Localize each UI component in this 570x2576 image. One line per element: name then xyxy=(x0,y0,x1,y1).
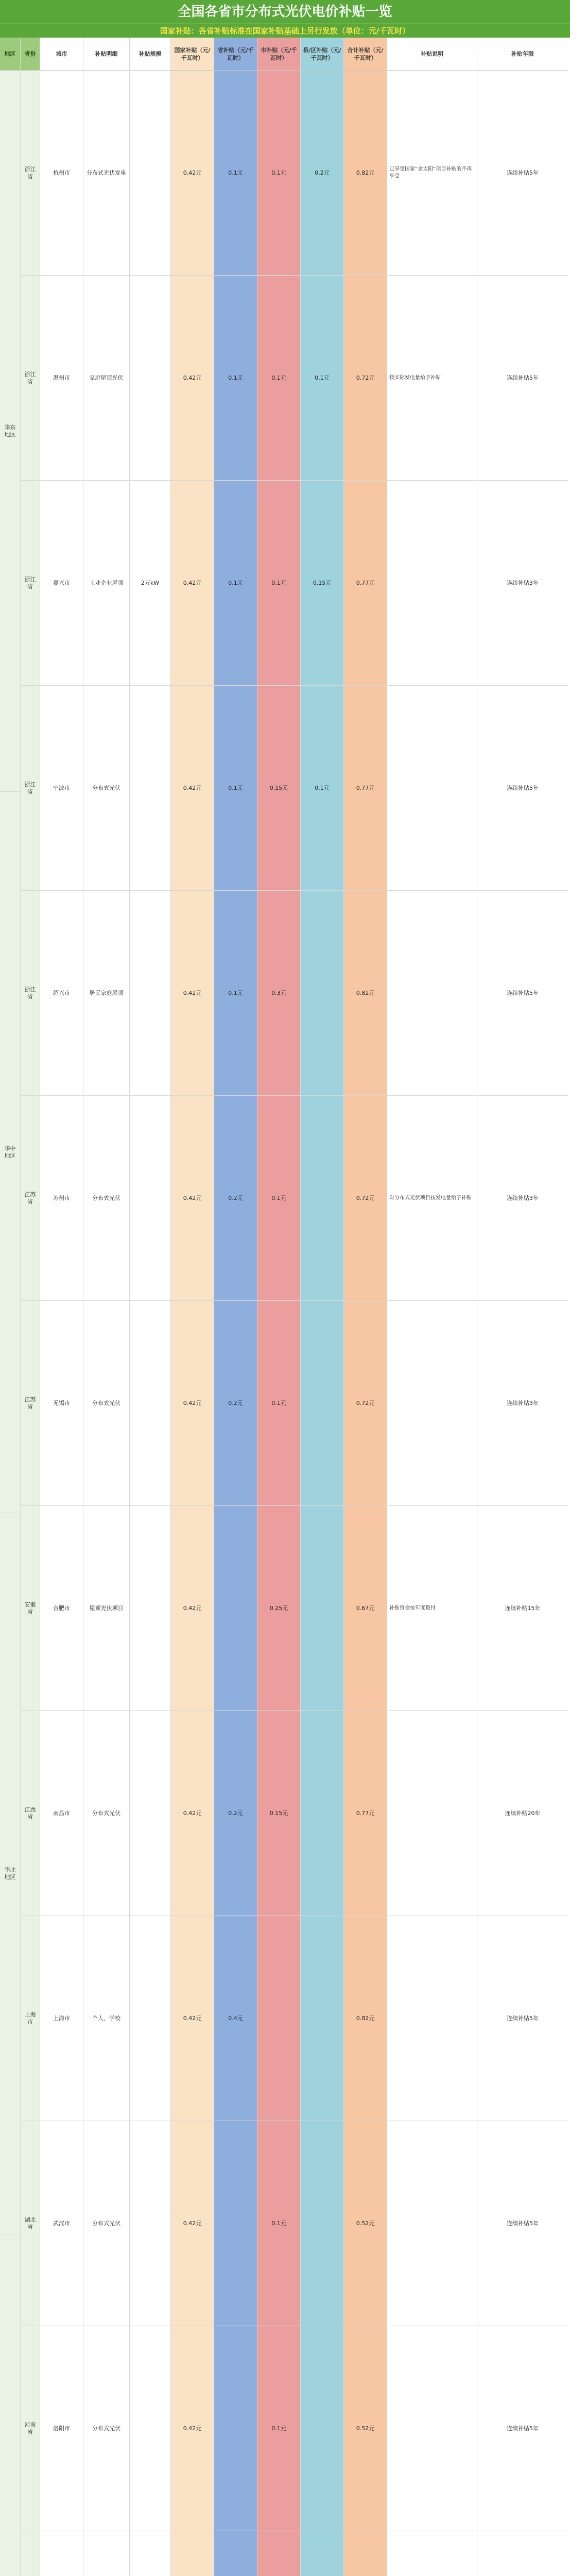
region-label: 华北地区 xyxy=(0,1513,20,2234)
table-cell-province: 浙江省 xyxy=(21,71,40,276)
table-cell-size: 2万kW xyxy=(130,481,170,686)
table-cell-city xyxy=(40,2531,83,2576)
table-cell-district: 0.1元 xyxy=(301,276,343,481)
table-cell-size xyxy=(130,1711,170,1916)
table-cell-national: 0.42元 xyxy=(171,1506,214,1711)
table-cell-national: 0.42元 xyxy=(171,891,214,1096)
table-cell-note xyxy=(387,2326,477,2531)
column-city-subsidy xyxy=(257,38,301,2576)
table-cell-national: 0.42元 xyxy=(171,1916,214,2121)
table-cell-detail: 分布式光伏发电 xyxy=(83,71,129,276)
table-cell-note xyxy=(387,481,477,686)
table-cell-city: 温州市 xyxy=(40,276,83,481)
table-cell-period: 连续补贴3年 xyxy=(477,481,568,686)
header-provincial: 省补贴（元/千瓦时） xyxy=(214,38,257,71)
header-size: 补贴规模 xyxy=(130,38,170,71)
table-cell-city: 宁波市 xyxy=(40,686,83,891)
table-cell-city: 南昌市 xyxy=(40,1711,83,1916)
table-cell-detail: 分布式光伏 xyxy=(83,2326,129,2531)
table-cell-city-subsidy: 0.1元 xyxy=(257,71,300,276)
table-cell-provincial: 0.1元 xyxy=(214,686,257,891)
header-city: 城市 xyxy=(40,38,83,71)
table-cell-total: 0.82元 xyxy=(344,891,387,1096)
table-cell-size xyxy=(130,1506,170,1711)
table-cell-size xyxy=(130,686,170,891)
table-cell-provincial: 0.1元 xyxy=(214,71,257,276)
table-cell-detail: 屋顶光伏项目 xyxy=(83,1506,129,1711)
table-cell-provincial xyxy=(214,2121,257,2326)
table-cell-note xyxy=(387,1301,477,1506)
table-cell-total: 0.72元 xyxy=(344,1301,387,1506)
table-cell-provincial: 0.1元 xyxy=(214,481,257,686)
table-cell-detail: 分布式光伏 xyxy=(83,686,129,891)
table-cell-city: 合肥市 xyxy=(40,1506,83,1711)
city-subsidy-list xyxy=(257,71,300,2576)
city-list xyxy=(40,71,83,2576)
table-cell-district: 0.2元 xyxy=(301,71,343,276)
table-cell-note: 补贴资金按年度拨付 xyxy=(387,1506,477,1711)
table-cell-size xyxy=(130,1916,170,2121)
period-list xyxy=(477,71,568,2576)
table-cell-province: 浙江省 xyxy=(21,891,40,1096)
table-cell-city: 嘉兴市 xyxy=(40,481,83,686)
table-cell-provincial xyxy=(214,2531,257,2576)
table-cell-district xyxy=(301,2531,343,2576)
column-detail xyxy=(83,38,130,2576)
table-cell-period: 连续补贴15年 xyxy=(477,1506,568,1711)
table-cell-province: 浙江省 xyxy=(21,276,40,481)
table-cell-total xyxy=(344,2531,387,2576)
column-period xyxy=(477,38,568,2576)
table-cell-total: 0.72元 xyxy=(344,276,387,481)
table-cell-city: 武汉市 xyxy=(40,2121,83,2326)
table-cell-city-subsidy: 0.1元 xyxy=(257,1301,300,1506)
header-national: 国家补贴（元/千瓦时） xyxy=(171,38,214,71)
column-size xyxy=(130,38,171,2576)
table-cell-size xyxy=(130,2121,170,2326)
table-cell-size xyxy=(130,1301,170,1506)
column-province xyxy=(21,38,40,2576)
table-cell-provincial: 0.1元 xyxy=(214,276,257,481)
table-cell-provincial xyxy=(214,1506,257,1711)
table-cell-period: 连续补贴5年 xyxy=(477,891,568,1096)
table-cell-total: 0.82元 xyxy=(344,1916,387,2121)
table-cell-national: 0.42元 xyxy=(171,1096,214,1301)
provincial-list xyxy=(214,71,257,2576)
table-cell-size xyxy=(130,1096,170,1301)
table-cell-city-subsidy: 0.1元 xyxy=(257,2121,300,2326)
table-cell-note xyxy=(387,2531,477,2576)
table-cell-size xyxy=(130,2531,170,2576)
page-subtitle: 国家补贴：各省补贴标准在国家补贴基础上另行发放（单位：元/千瓦时） xyxy=(0,24,570,38)
table-cell-city-subsidy xyxy=(257,2531,300,2576)
table-cell-note: 按实际发电量给予补贴 xyxy=(387,276,477,481)
table-cell-city-subsidy: 0.15元 xyxy=(257,1711,300,1916)
table-cell-total: 0.52元 xyxy=(344,2121,387,2326)
table-cell-city-subsidy: 0.3元 xyxy=(257,891,300,1096)
table-cell-provincial: 0.2元 xyxy=(214,1301,257,1506)
table-cell-detail: 家庭屋顶光伏 xyxy=(83,276,129,481)
district-list xyxy=(301,71,343,2576)
subsidy-table xyxy=(0,38,570,2576)
table-cell-detail: 工业企业屋顶 xyxy=(83,481,129,686)
size-list xyxy=(130,71,170,2576)
table-cell-city-subsidy: 0.1元 xyxy=(257,2326,300,2531)
region-label xyxy=(0,2234,20,2576)
table-cell-detail: 居民家庭屋顶 xyxy=(83,891,129,1096)
table-cell-city: 绍兴市 xyxy=(40,891,83,1096)
table-cell-note xyxy=(387,686,477,891)
page-title: 全国各省市分布式光伏电价补贴一览 xyxy=(0,0,570,24)
table-cell-detail xyxy=(83,2531,129,2576)
table-cell-total: 0.77元 xyxy=(344,686,387,891)
column-total xyxy=(344,38,387,2576)
table-cell-province: 安徽省 xyxy=(21,1506,40,1711)
table-cell-period: 连续补贴5年 xyxy=(477,2326,568,2531)
national-list xyxy=(171,71,214,2576)
table-cell-city-subsidy: 0.15元 xyxy=(257,686,300,891)
table-cell-city: 苏州市 xyxy=(40,1096,83,1301)
table-cell-detail: 个人、学校 xyxy=(83,1916,129,2121)
table-cell-city-subsidy xyxy=(257,1916,300,2121)
table-cell-detail: 分布式光伏 xyxy=(83,1301,129,1506)
table-cell-city-subsidy: 0.25元 xyxy=(257,1506,300,1711)
table-cell-city-subsidy: 0.1元 xyxy=(257,481,300,686)
table-cell-total: 0.67元 xyxy=(344,1506,387,1711)
table-cell-detail: 分布式光伏 xyxy=(83,2121,129,2326)
header-district: 县/区补贴（元/千瓦时） xyxy=(301,38,343,71)
table-cell-province xyxy=(21,2531,40,2576)
table-cell-city: 上海市 xyxy=(40,1916,83,2121)
table-cell-city: 无锡市 xyxy=(40,1301,83,1506)
table-cell-district xyxy=(301,891,343,1096)
table-cell-district xyxy=(301,1096,343,1301)
table-cell-note: 已享受国家“金太阳”项目补贴的不再享受 xyxy=(387,71,477,276)
table-cell-national: 0.42元 xyxy=(171,2121,214,2326)
table-cell-province: 浙江省 xyxy=(21,481,40,686)
column-region xyxy=(0,38,21,2576)
table-cell-period: 连续补贴5年 xyxy=(477,686,568,891)
table-cell-provincial: 0.2元 xyxy=(214,1096,257,1301)
note-list xyxy=(387,71,477,2576)
table-cell-detail: 分布式光伏 xyxy=(83,1711,129,1916)
table-cell-city: 洛阳市 xyxy=(40,2326,83,2531)
table-cell-size xyxy=(130,276,170,481)
table-cell-total: 0.82元 xyxy=(344,71,387,276)
table-cell-detail: 分布式光伏 xyxy=(83,1096,129,1301)
table-cell-district: 0.15元 xyxy=(301,481,343,686)
table-cell-district xyxy=(301,2326,343,2531)
table-cell-total: 0.77元 xyxy=(344,481,387,686)
table-cell-provincial xyxy=(214,2326,257,2531)
table-cell-period: 连续补贴3年 xyxy=(477,1301,568,1506)
table-cell-city-subsidy: 0.1元 xyxy=(257,276,300,481)
table-cell-national: 0.42元 xyxy=(171,2326,214,2531)
table-cell-note xyxy=(387,2121,477,2326)
column-district xyxy=(301,38,344,2576)
table-cell-size xyxy=(130,891,170,1096)
column-note xyxy=(387,38,477,2576)
table-cell-national: 0.42元 xyxy=(171,686,214,891)
table-cell-national: 0.42元 xyxy=(171,1301,214,1506)
column-national xyxy=(171,38,214,2576)
table-cell-district: 0.1元 xyxy=(301,686,343,891)
table-cell-total: 0.52元 xyxy=(344,2326,387,2531)
detail-list xyxy=(83,71,129,2576)
header-note: 补贴说明 xyxy=(387,38,477,71)
total-list xyxy=(344,71,387,2576)
table-cell-period: 连续补贴5年 xyxy=(477,276,568,481)
table-cell-national: 0.42元 xyxy=(171,1711,214,1916)
table-cell-provincial: 0.1元 xyxy=(214,891,257,1096)
header-total: 合计补贴（元/千瓦时） xyxy=(344,38,387,71)
table-cell-city-subsidy: 0.1元 xyxy=(257,1096,300,1301)
table-cell-city: 杭州市 xyxy=(40,71,83,276)
header-detail: 补贴明细 xyxy=(83,38,129,71)
table-cell-period: 连续补贴5年 xyxy=(477,71,568,276)
table-cell-national: 0.42元 xyxy=(171,71,214,276)
table-cell-size xyxy=(130,2326,170,2531)
table-cell-national: 0.42元 xyxy=(171,481,214,686)
table-cell-note xyxy=(387,1916,477,2121)
table-cell-national: 0.42元 xyxy=(171,276,214,481)
table-cell-province: 江西省 xyxy=(21,1711,40,1916)
table-cell-district xyxy=(301,2121,343,2326)
header-province: 省份 xyxy=(21,38,40,71)
region-label: 华中地区 xyxy=(0,792,20,1513)
table-cell-period: 连续补贴5年 xyxy=(477,2121,568,2326)
table-cell-total: 0.72元 xyxy=(344,1096,387,1301)
table-cell-note xyxy=(387,1711,477,1916)
header-period: 补贴年限 xyxy=(477,38,568,71)
table-cell-district xyxy=(301,1506,343,1711)
table-cell-note: 对分布式光伏项目按发电量给予补贴 xyxy=(387,1096,477,1301)
table-cell-province: 湖北省 xyxy=(21,2121,40,2326)
region-label: 华东地区 xyxy=(0,71,20,792)
table-cell-note xyxy=(387,891,477,1096)
table-cell-district xyxy=(301,1916,343,2121)
province-list xyxy=(21,71,40,2576)
table-cell-province: 河南省 xyxy=(21,2326,40,2531)
table-cell-national xyxy=(171,2531,214,2576)
table-cell-total: 0.77元 xyxy=(344,1711,387,1916)
table-cell-province: 上海市 xyxy=(21,1916,40,2121)
table-cell-province: 江苏省 xyxy=(21,1096,40,1301)
table-cell-province: 江苏省 xyxy=(21,1301,40,1506)
column-city xyxy=(40,38,83,2576)
table-cell-district xyxy=(301,1301,343,1506)
table-cell-period: 连续补贴3年 xyxy=(477,1096,568,1301)
header-city-subsidy: 市补贴（元/千瓦时） xyxy=(257,38,300,71)
header-region: 地区 xyxy=(0,38,20,71)
table-cell-provincial: 0.4元 xyxy=(214,1916,257,2121)
column-provincial xyxy=(214,38,257,2576)
table-cell-province: 浙江省 xyxy=(21,686,40,891)
table-cell-size xyxy=(130,71,170,276)
table-cell-period: 连续补贴5年 xyxy=(477,1916,568,2121)
table-cell-period xyxy=(477,2531,568,2576)
table-cell-provincial: 0.2元 xyxy=(214,1711,257,1916)
table-cell-period: 连续补贴20年 xyxy=(477,1711,568,1916)
table-cell-district xyxy=(301,1711,343,1916)
